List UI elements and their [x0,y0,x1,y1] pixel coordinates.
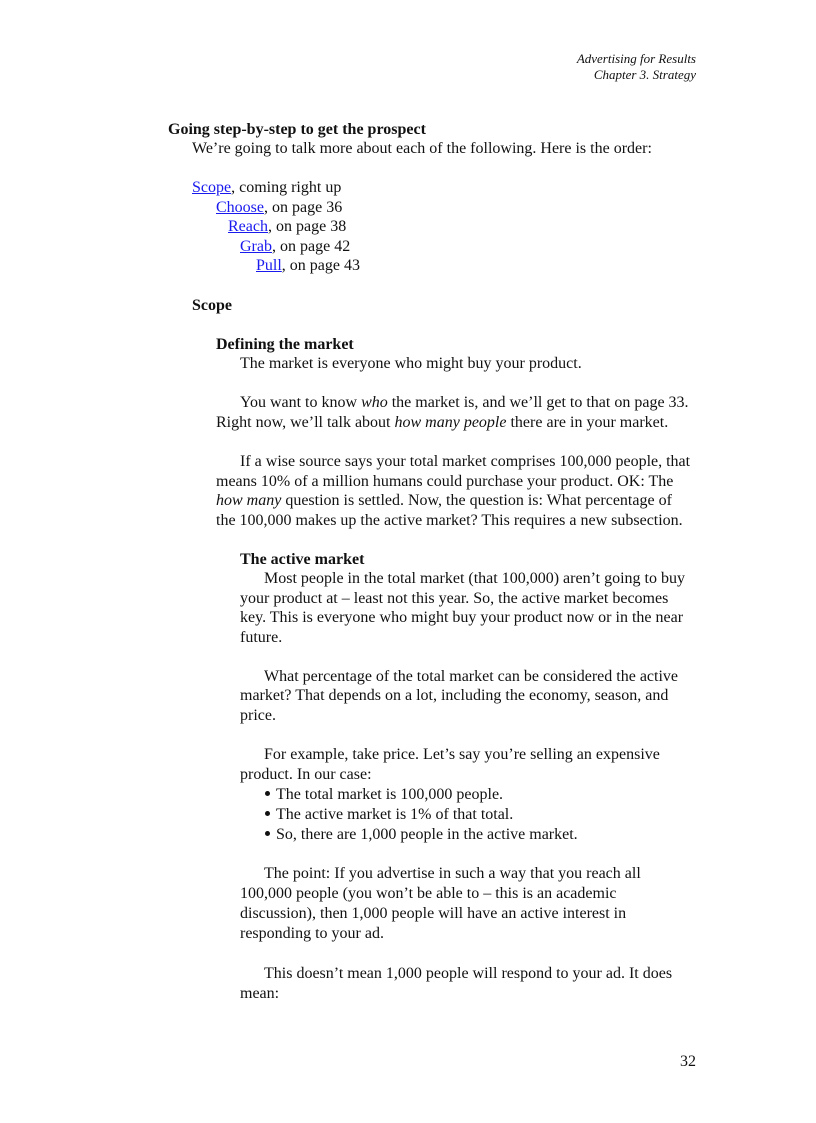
toc-link-pull[interactable]: Pull [256,257,282,274]
active-market-heading: The active market [240,551,365,568]
section-heading: Going step-by-step to get the prospect [168,121,426,138]
paragraph-line: product. In our case: [240,766,372,783]
paragraph-line: future. [240,629,283,646]
toc-link-choose[interactable]: Choose [216,199,264,216]
paragraph-line: The market is everyone who might buy your product. [240,355,582,372]
running-header-title: Advertising for Results [576,51,696,66]
bullet-item: The total market is 100,000 people. [265,785,503,805]
emphasis: how many people [394,414,507,431]
paragraph-line: If a wise source says your total market comprises 100,000 people, that [240,453,691,470]
paragraph-line: For example, take price. Let’s say you’re selling an expensive [264,746,660,763]
toc-item-reach [228,217,346,237]
paragraph-line: Most people in the total market (that 100,000) aren’t going to buy [264,570,685,587]
paragraph-line: What percentage of the total market can be considered the active [264,668,679,685]
running-header-chapter: Chapter 3. Strategy [593,67,696,82]
page-number: 32 [680,1053,696,1070]
scope-heading: Scope [192,297,232,314]
toc-link-reach[interactable]: Reach [228,218,268,235]
toc-text: , coming right up [231,179,342,196]
paragraph-line [216,491,672,511]
paragraph-line: 100,000 people (you won’t be able to – this is an academic [240,885,617,902]
emphasis: how many [216,492,282,509]
bullet-item: The active market is 1% of that total. [265,805,513,825]
paragraph-line: discussion), then 1,000 people will have an active interest in [240,905,627,922]
toc-link-grab[interactable]: Grab [240,238,272,255]
text: there are in your market. [506,414,669,431]
paragraph-line: key. This is everyone who might buy your product now or in the near [240,609,684,626]
text: the market is, and we’ll get to that on page 33. [387,394,689,411]
paragraph-line: means 10% of a million humans could purchase your product. OK: The [216,473,674,490]
toc-text: , on page 38 [267,218,347,235]
toc-item-grab [240,237,350,257]
paragraph-line: price. [240,707,276,724]
toc-item-choose [216,198,342,218]
emphasis: who [361,394,388,411]
paragraph-line: responding to your ad. [240,925,384,942]
paragraph-line: your product at – least not this year. So, the active market becomes [240,590,669,607]
bullet-item: So, there are 1,000 people in the active market. [265,825,578,845]
paragraph-line: The point: If you advertise in such a way that you reach all [264,865,641,882]
paragraph-line: market? That depends on a lot, including the economy, season, and [240,687,669,704]
toc-item-pull [256,256,360,276]
paragraph-line [216,413,668,433]
toc-text: , on page 36 [264,199,343,216]
defining-market-heading: Defining the market [216,336,354,353]
toc-text: , on page 42 [271,238,351,255]
text: Right now, we’ll talk about [216,414,395,431]
intro-text: We’re going to talk more about each of the following. Here is the order: [192,140,652,157]
text: question is settled. Now, the question is: What percentage of [281,492,672,509]
toc-link-scope[interactable]: Scope [192,179,232,196]
toc-item-scope [192,178,341,198]
paragraph-line [240,393,689,413]
paragraph-line: This doesn’t mean 1,000 people will respond to your ad. It does [264,965,673,982]
toc-text: , on page 43 [281,257,360,274]
text: You want to know [240,394,362,411]
paragraph-line: mean: [240,985,280,1002]
paragraph-line: the 100,000 makes up the active market? This requires a new subsection. [216,512,683,529]
